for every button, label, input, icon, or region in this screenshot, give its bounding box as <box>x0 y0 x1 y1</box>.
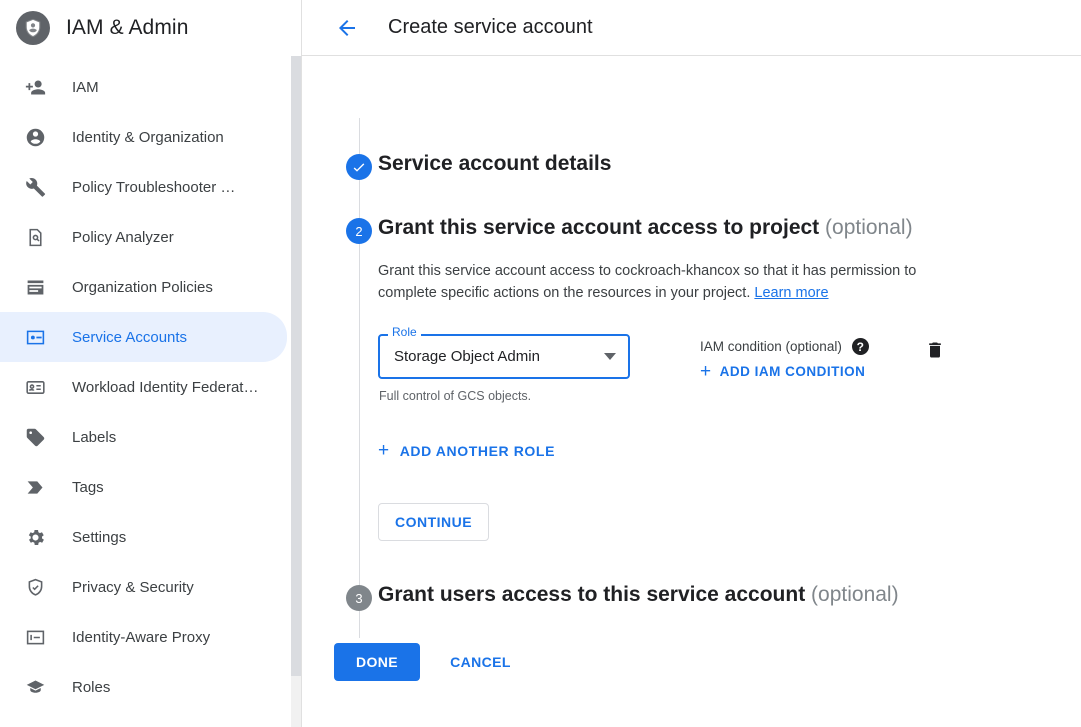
plus-icon: + <box>378 440 390 461</box>
step2-title-text: Grant this service account access to project <box>378 216 820 239</box>
iam-condition-label: IAM condition (optional) <box>700 339 842 354</box>
sidebar-scrollbar-thumb[interactable] <box>291 56 301 676</box>
step2-description-text: Grant this service account access to cockroach-khancox so that it has permission to complete specific actions on the resources in your project. <box>378 263 917 301</box>
shield-check-icon <box>24 576 46 598</box>
shield-person-icon <box>16 11 50 45</box>
role-select-wrap <box>378 325 630 403</box>
sidebar-item-label: Identity & Organization <box>72 128 224 146</box>
sidebar-item-policy-troubleshooter[interactable] <box>0 162 301 212</box>
sidebar-item-organization-policies[interactable] <box>0 262 301 312</box>
role-select[interactable] <box>378 334 630 379</box>
roles-hat-icon <box>24 676 46 698</box>
sidebar-item-label: Policy Troubleshooter … <box>72 178 236 196</box>
gear-icon <box>24 526 46 548</box>
add-iam-condition-button[interactable] <box>700 360 869 382</box>
sidebar-item-label: IAM <box>72 78 99 96</box>
role-row <box>378 325 1081 403</box>
sidebar-item-label: Policy Analyzer <box>72 228 174 246</box>
learn-more-link[interactable]: Learn more <box>754 285 829 301</box>
id-card-icon <box>24 376 46 398</box>
main-panel <box>302 0 1081 727</box>
sidebar-item-label: Identity-Aware Proxy <box>72 628 211 646</box>
sidebar-item-identity-organization[interactable] <box>0 112 301 162</box>
tag-icon <box>24 426 46 448</box>
sidebar-item-label: Settings <box>72 528 127 546</box>
step2-description <box>378 260 978 304</box>
sidebar-item-label: Tags <box>72 478 104 496</box>
iam-condition-column <box>700 334 869 382</box>
step1-check-icon <box>346 154 372 180</box>
trash-icon[interactable] <box>925 340 945 365</box>
sidebar-item-iam[interactable] <box>0 62 301 112</box>
help-icon[interactable]: ? <box>852 338 869 355</box>
service-account-icon <box>24 326 46 348</box>
cancel-button[interactable]: CANCEL <box>440 643 521 681</box>
sidebar-nav <box>0 56 301 712</box>
sidebar-item-privacy-security[interactable] <box>0 562 301 612</box>
account-circle-icon <box>24 126 46 148</box>
role-select-value: Storage Object Admin <box>394 348 540 365</box>
sidebar-item-label: Roles <box>72 678 111 696</box>
sidebar-item-workload-identity-federation[interactable] <box>0 362 301 412</box>
page-header <box>302 0 1081 56</box>
sidebar-item-label: Privacy & Security <box>72 578 194 596</box>
step1-title[interactable]: Service account details <box>378 152 612 175</box>
sidebar-item-tags[interactable] <box>0 462 301 512</box>
step-service-account-details <box>302 90 1081 178</box>
sidebar-item-labels[interactable] <box>0 412 301 462</box>
tags-icon <box>24 476 46 498</box>
sidebar-item-identity-aware-proxy[interactable] <box>0 612 301 662</box>
proxy-icon <box>24 626 46 648</box>
product-title: IAM & Admin <box>66 16 189 39</box>
sidebar-item-service-accounts[interactable] <box>0 312 287 362</box>
page-title: Create service account <box>388 16 593 38</box>
sidebar-item-label: Organization Policies <box>72 278 213 296</box>
sidebar-item-label: Labels <box>72 428 117 446</box>
step2-marker: 2 <box>346 218 372 244</box>
add-another-role-button[interactable] <box>378 440 556 461</box>
role-helper-text: Full control of GCS objects. <box>379 389 532 403</box>
wizard-content <box>302 56 1081 681</box>
step3-title-text: Grant users access to this service account <box>378 583 806 606</box>
step2-title <box>378 214 1081 242</box>
sidebar <box>0 0 302 727</box>
step3-optional-tag: (optional) <box>811 583 899 606</box>
arrow-back-icon[interactable] <box>334 15 360 41</box>
continue-button[interactable]: CONTINUE <box>378 503 489 541</box>
list-rules-icon <box>24 276 46 298</box>
wrench-icon <box>24 176 46 198</box>
footer-actions <box>302 643 1081 681</box>
person-add-icon <box>24 76 46 98</box>
step-grant-users-access <box>302 581 1081 609</box>
done-button[interactable]: DONE <box>334 643 420 681</box>
sidebar-item-label: Service Accounts <box>72 328 188 346</box>
plus-icon: + <box>700 360 712 382</box>
chevron-down-icon <box>604 353 616 360</box>
role-select-label: Role <box>388 325 421 339</box>
sidebar-item-label: Workload Identity Federat… <box>72 378 259 396</box>
sidebar-header <box>0 0 301 56</box>
add-iam-condition-label: ADD IAM CONDITION <box>719 364 866 379</box>
step-grant-project-access <box>302 214 1081 541</box>
sidebar-item-settings[interactable] <box>0 512 301 562</box>
step2-optional-tag: (optional) <box>825 216 913 239</box>
step3-title <box>378 581 1081 609</box>
document-search-icon <box>24 226 46 248</box>
sidebar-item-roles[interactable] <box>0 662 301 712</box>
step3-marker: 3 <box>346 585 372 611</box>
add-another-role-label: ADD ANOTHER ROLE <box>399 443 556 459</box>
iam-condition-header <box>700 338 869 355</box>
sidebar-item-policy-analyzer[interactable] <box>0 212 301 262</box>
